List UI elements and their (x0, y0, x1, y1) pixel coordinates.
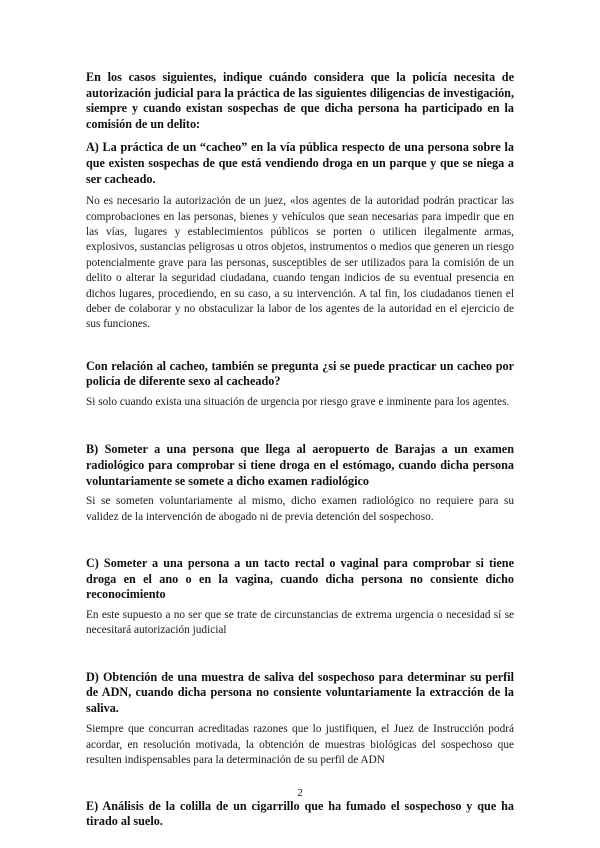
question-c: C) Someter a una persona a un tacto rectal o vaginal para comprobar si tiene droga en el ano o en la vagina, cuando dicha persona no consiente dicho reconocimiento (86, 556, 514, 602)
answer-cacheo-sexo: Si solo cuando exista una situación de urgencia por riesgo grave e inminente para los agentes. (86, 396, 510, 408)
question-b: B) Someter a una persona que llega al aeropuerto de Barajas a un examen radiológico para comprobar si tiene droga en el estómago, cuando dicha persona voluntariamente se somete a dicho examen radiológico (86, 442, 514, 488)
answer-c: En este supuesto a no ser que se trate de circunstancias de extrema urgencia o necesidad sí se necesitará autorización judicial (86, 608, 514, 637)
question-d: D) Obtención de una muestra de saliva del sospechoso para determinar su perfil de ADN, cuando dicha persona no consiente voluntariamente la extracción de la saliva. (86, 669, 514, 715)
question-a: A) La práctica de un “cacheo” en la vía pública respecto de una persona sobre la que existen sospechas de que está vendiendo droga en un parque y que se niega a ser cacheado. (86, 140, 514, 186)
answer-d: Siempre que concurran acreditadas razones que lo justifiquen, el Juez de Instrucción podrá acordar, en resolución motivada, la obtención de muestras biológicas del sospechoso que resulten indispensables para la determinación de su perfil de ADN (86, 723, 514, 767)
question-e: E) Análisis de la colilla de un cigarrillo que ha fumado el sospechoso y que ha tirado al suelo. (86, 798, 514, 829)
document-body (86, 70, 514, 830)
answer-a: No es necesario la autorización de un juez, «los agentes de la autoridad podrán practicar las comprobaciones en las personas, bienes y vehículos que sean necesarias para impedir que en las vías, lugares y establecimientos públicos se porten o utilicen ilegalmente armas, explosivos, sustancias peligrosas u otros objetos, instrumentos o medios que generen un riesgo potencialmente grave para las personas, susceptibles de ser utilizados para la comisión de un delito o alterar la seguridad ciudadana, cuando tengan indicios de su eventual presencia en dichos lugares, procediendo, en su caso, a su intervención. A tal fin, los ciudadanos tienen el deber de colaborar y no obstaculizar la labor de los agentes de la autoridad en el ejercicio de sus funciones. (86, 195, 514, 331)
intro-paragraph: En los casos siguientes, indique cuándo considera que la policía necesita de autorización judicial para la práctica de las siguientes diligencias de investigación, siempre y cuando existan sospechas de que dicha persona ha participado en la comisión de un delito: (86, 70, 514, 131)
answer-b: Si se someten voluntariamente al mismo, dicho examen radiológico no requiere para su validez de la intervención de abogado ni de previa detención del sospechoso. (86, 495, 514, 523)
page-number: 2 (297, 787, 303, 799)
question-cacheo-sexo: Con relación al cacheo, también se pregunta ¿si se puede practicar un cacheo por policía de diferente sexo al cacheado? (86, 358, 514, 389)
